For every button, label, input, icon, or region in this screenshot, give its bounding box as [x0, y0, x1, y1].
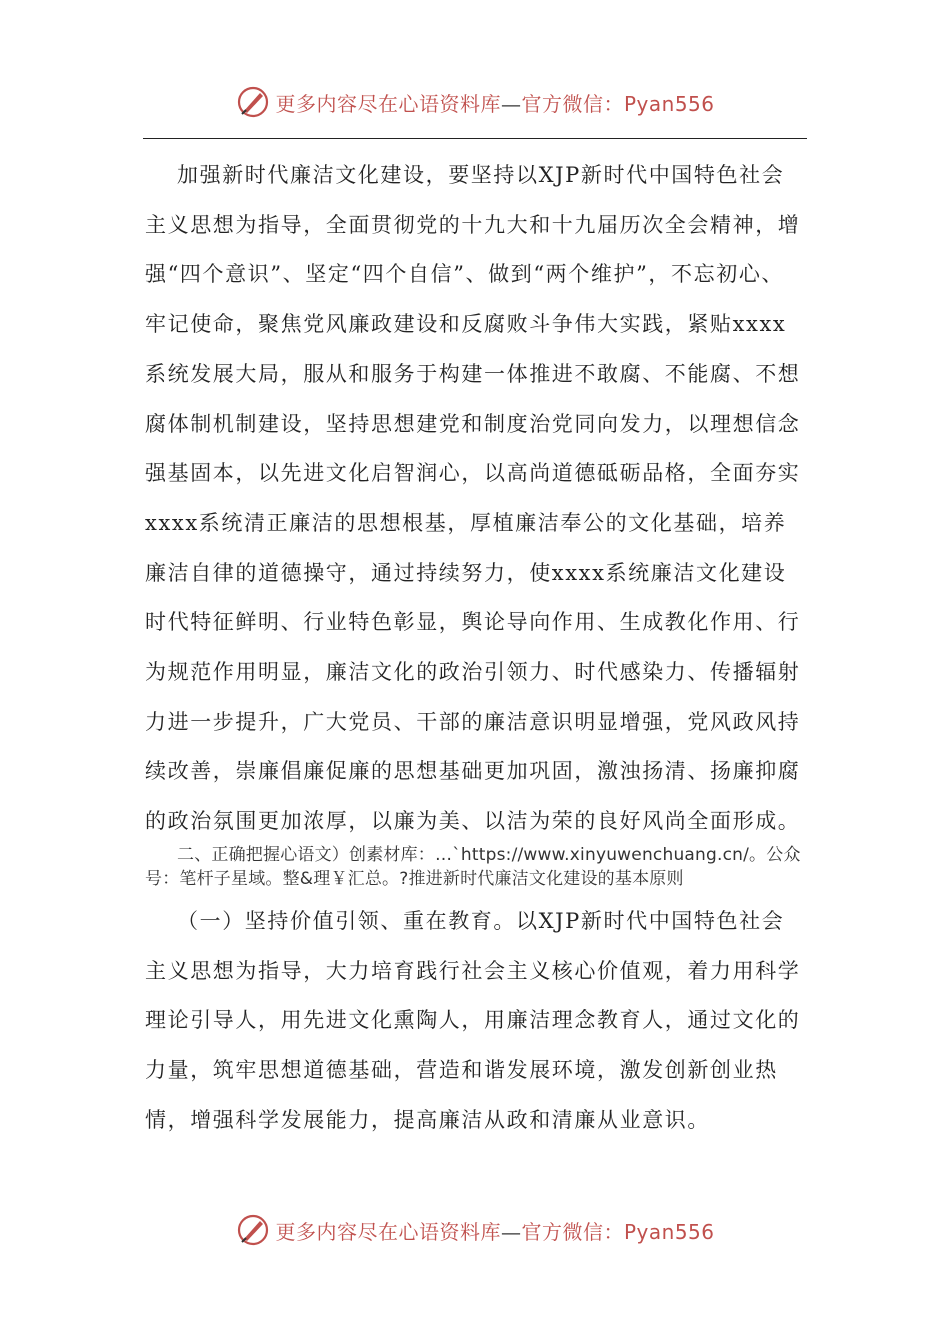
body-paragraph: （一）坚持价值引领、重在教育。以XJP新时代中国特色社会主义思想为指导，大力培育践行社会主义核心价值观，着力用科学理论引导人，用先进文化熏陶人，用廉洁理念教育人，通过文化的力量，筑牢思想道德基础，营造和谐发展环境，激发创新创业热情，增强科学发展能力，提高廉洁从政和清廉从业意识。	[145, 909, 801, 1132]
header-banner	[0, 82, 950, 122]
body-paragraph: 加强新时代廉洁文化建设，要坚持以XJP新时代中国特色社会主义思想为指导，全面贯彻党的十九大和十九届历次全会精神，增强“四个意识”、坚定“四个自信”、做到“两个维护”，不忘初心、牢记使命，聚焦党风廉政建设和反腐败斗争伟大实践，紧贴xxxx系统发展大局，服从和服务于构建一体推进不敢腐、不能腐、不想腐体制机制建设，坚持思想建党和制度治党同向发力，以理想信念强基固本，以先进文化启智润心，以高尚道德砥砺品格，全面夯实xxxx系统清正廉洁的思想根基，厚植廉洁奉公的文化基础，培养廉洁自律的道德操守，通过持续努力，使xxxx系统廉洁文化建设时代特征鲜明、行业特色彰显，舆论导向作用、生成教化作用、行为规范作用明显，廉洁文化的政治引领力、时代感染力、传播辐射力进一步提升，广大党员、干部的廉洁意识明显增强，党风政风持续改善，崇廉倡廉促廉的思想基础更加巩固，激浊扬清、扬廉抑腐的政治氛围更加浓厚，以廉为美、以洁为荣的良好风尚全面形成。	[145, 163, 801, 834]
section-heading: 二、正确把握心语文）创素材库：…`https://www.xinyuwenchuang.cn/。公众号：笔杆子星域。整&理￥汇总。?推进新时代廉洁文化建设的基本原则	[145, 845, 801, 889]
banner-text: 更多内容尽在心语资料库—官方微信：Pyan556	[275, 1219, 715, 1244]
quill-pen-emblem-icon	[235, 1212, 271, 1248]
banner-text: 更多内容尽在心语资料库—官方微信：Pyan556	[275, 91, 715, 116]
quill-pen-emblem-icon	[235, 84, 271, 120]
header-divider	[143, 138, 807, 139]
footer-banner	[0, 1210, 950, 1250]
